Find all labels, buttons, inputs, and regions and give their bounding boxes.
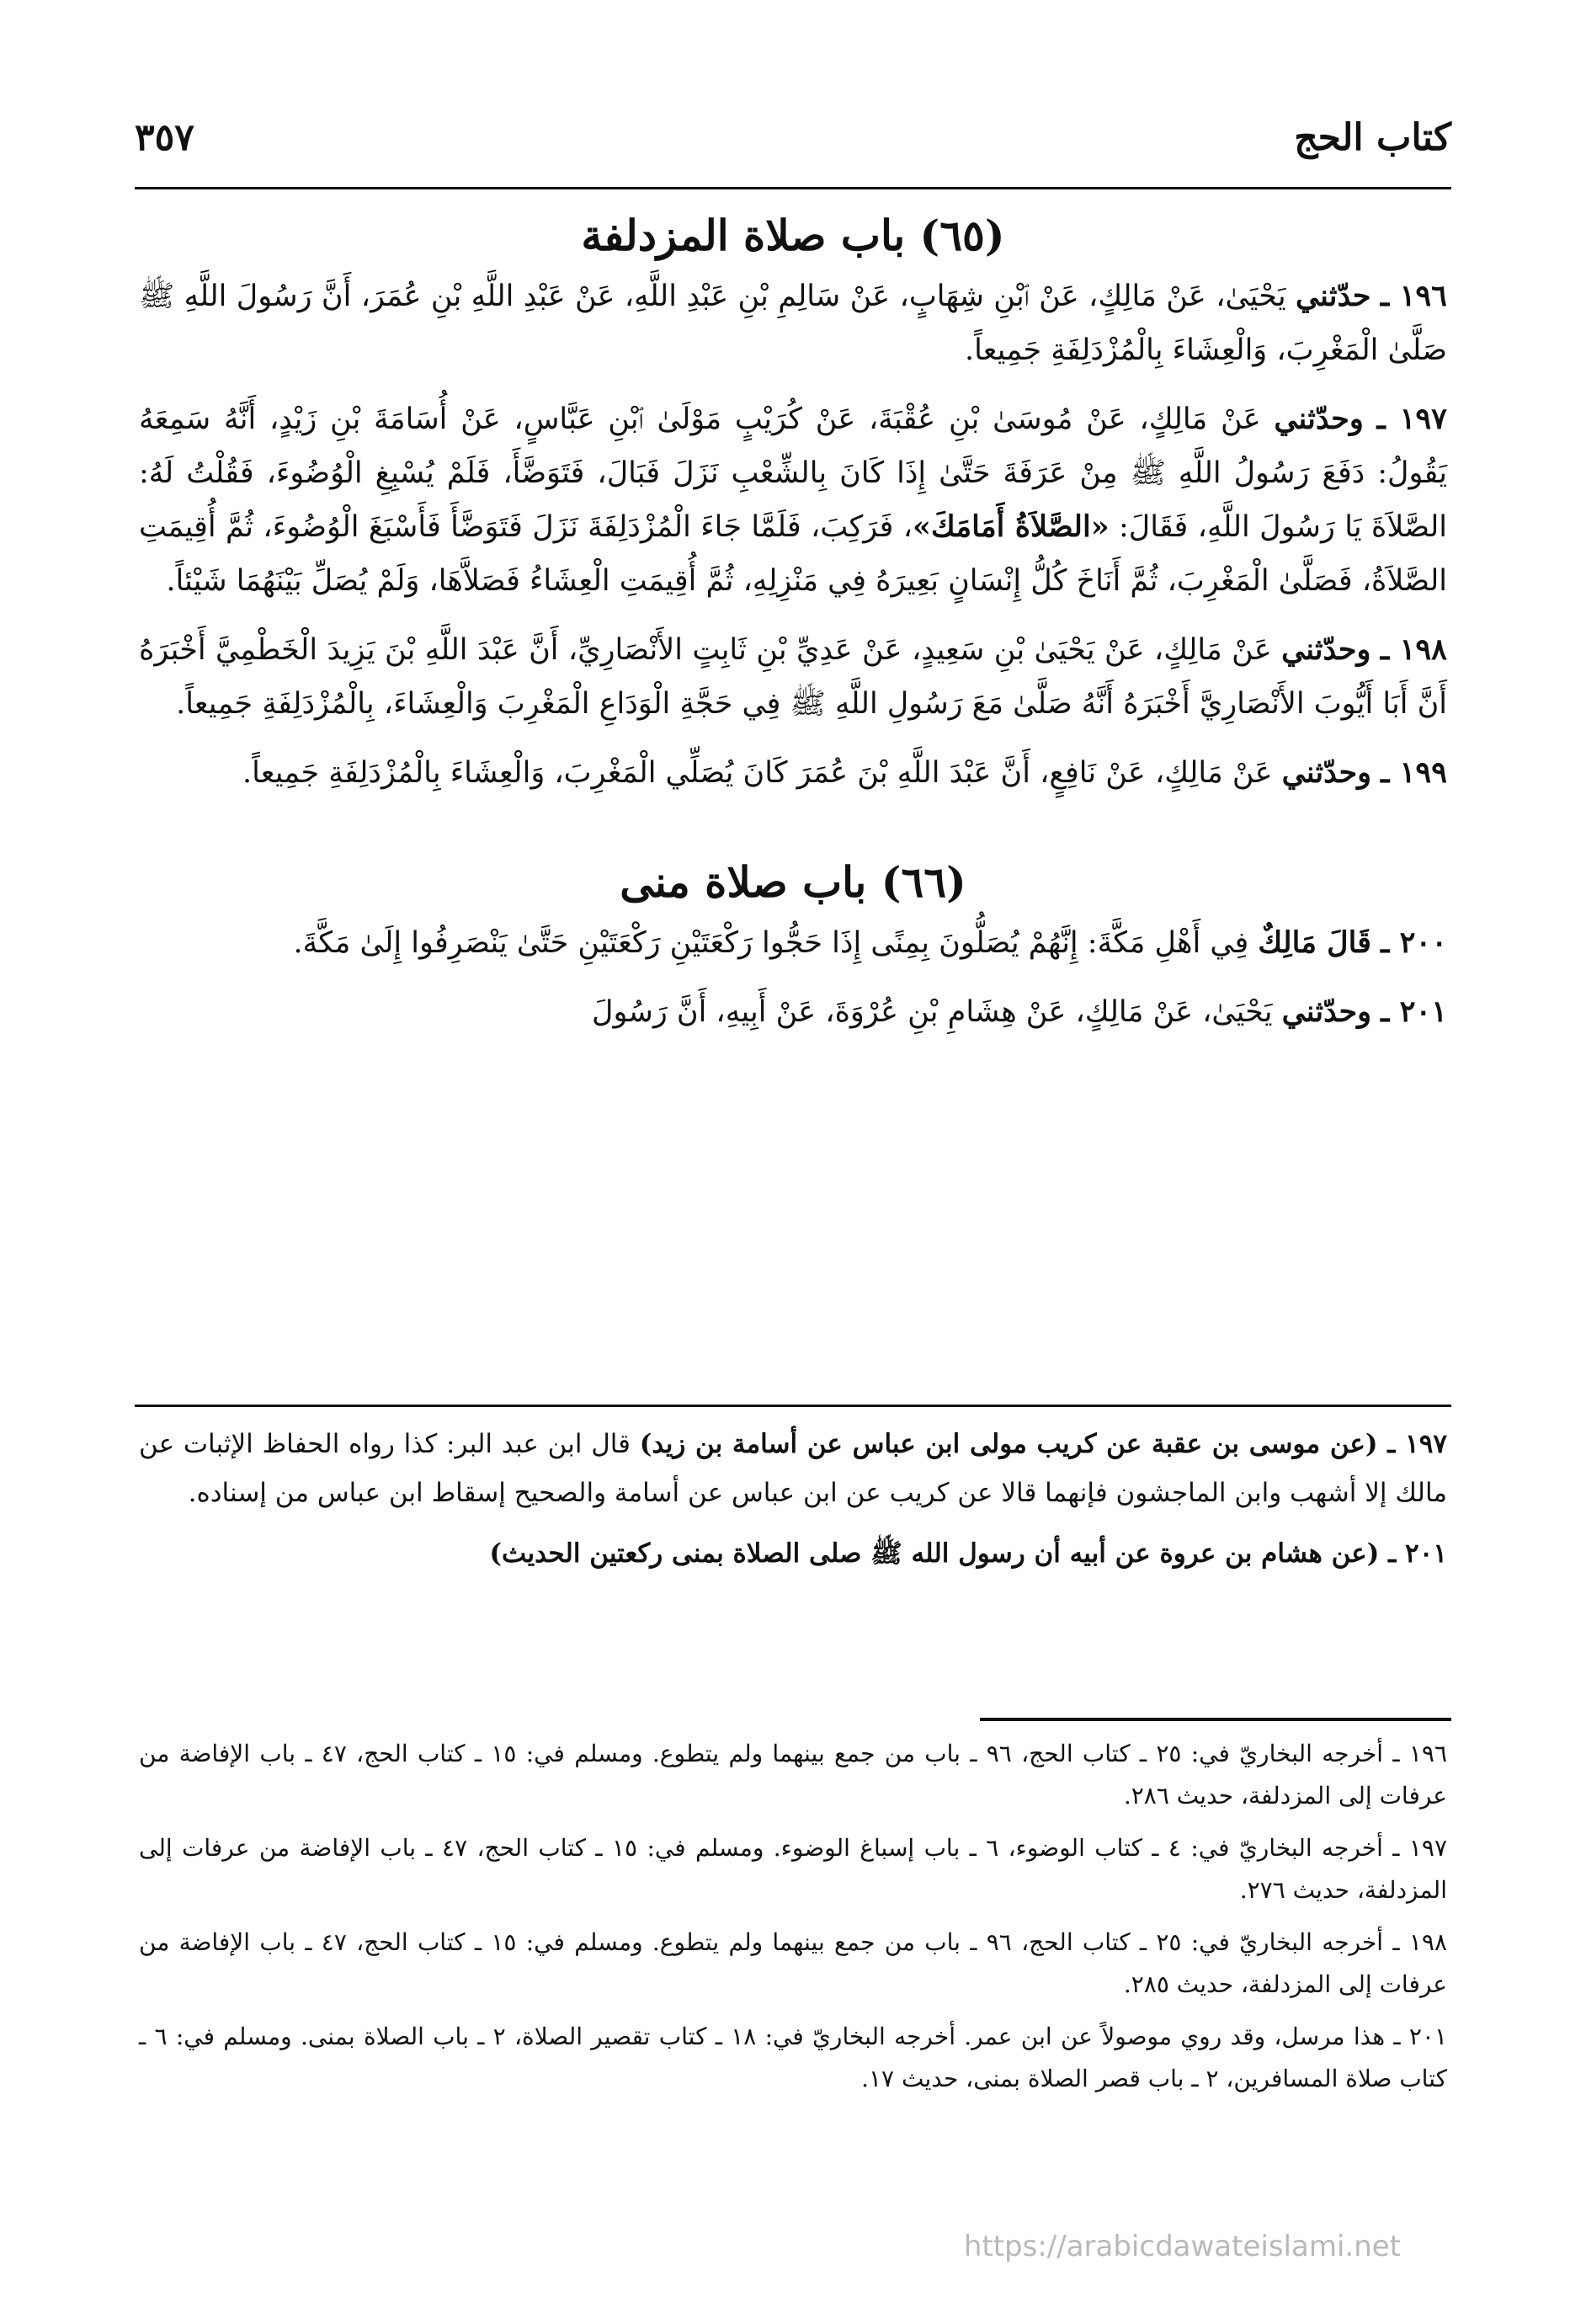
hadith-number: ١٩٦ ـ: [1380, 279, 1447, 313]
note-201: [139, 1529, 1447, 1578]
book-title: كتاب الحج: [1294, 116, 1451, 159]
hadith-lead: وحدّثني: [1281, 632, 1371, 667]
main-text: [139, 202, 1447, 1054]
footnotes: [139, 1733, 1447, 2110]
note-heading: ٢٠١ ـ (عن هشام بن عروة عن أبيه أن رسول الله ﷺ صلى الصلاة بمنى ركعتين الحديث): [489, 1538, 1447, 1569]
hadith-number: ٢٠١ ـ: [1381, 994, 1447, 1029]
commentary-notes: [139, 1420, 1447, 1590]
hadith-199: [139, 746, 1447, 800]
section-gap: [139, 815, 1447, 849]
hadith-number: ١٩٧ ـ: [1376, 402, 1447, 436]
hadith-text: فِي أَهْلِ مَكَّةَ: إِنَّهُمْ يُصَلُّونَ بِمِنًى إِذَا حَجُّوا رَكْعَتَيْنِ رَكْعَتَيْنِ حَتَّىٰ يَنْصَرِفُوا إِلَىٰ مَكَّةَ.: [293, 926, 1249, 960]
footnote-rule: [980, 1718, 1451, 1721]
hadith-quote: «الصَّلاَةُ أَمَامَكَ»: [913, 509, 1110, 544]
hadith-lead: حدّثني: [1295, 279, 1371, 313]
header-rule: [135, 187, 1451, 189]
hadith-196: [139, 269, 1447, 377]
footnote-197: ١٩٧ ـ أخرجه البخاريّ في: ٤ ـ كتاب الوضوء، ٦ ـ باب إسباغ الوضوء. ومسلم في: ١٥ ـ كتاب الحج، ٤٧ ـ باب الإفاضة من عرفات إلى المزدلفة، حديث ٢٧٦.: [139, 1834, 1447, 1904]
hadith-201: [139, 985, 1447, 1039]
hadith-lead: وحدّثني: [1281, 994, 1371, 1029]
footnote-198: ١٩٨ ـ أخرجه البخاريّ في: ٢٥ ـ كتاب الحج، ٩٦ ـ باب من جمع بينهما ولم يتطوع. ومسلم في: ١٥ ـ كتاب الحج، ٤٧ ـ باب الإفاضة من عرفات إلى المزدلفة، حديث ٢٨٥.: [139, 1928, 1447, 1998]
hadith-number: ٢٠٠ ـ: [1381, 925, 1447, 960]
watermark-url: https://arabicdawateislami.net: [963, 2230, 1401, 2263]
hadith-200: [139, 916, 1447, 970]
notes-rule: [135, 1405, 1451, 1407]
hadith-text: عَنْ مَالِكٍ، عَنْ نَافِعٍ، أَنَّ عَبْدَ اللَّهِ بْنَ عُمَرَ كَانَ يُصَلِّي الْمَغْرِبَ، وَالْعِشَاءَ بِالْمُزْدَلِفَةِ جَمِيعاً.: [242, 756, 1273, 790]
hadith-number: ١٩٩ ـ: [1381, 755, 1447, 790]
footnote-201: ٢٠١ ـ هذا مرسل، وقد روي موصولاً عن ابن عمر. أخرجه البخاريّ في: ١٨ ـ كتاب تقصير الصلاة، ٢ ـ باب الصلاة بمنى. ومسلم في: ٦ ـ كتاب صلاة المسافرين، ٢ ـ باب قصر الصلاة بمنى، حديث ١٧.: [139, 2023, 1447, 2092]
hadith-lead: وحدّثني: [1274, 402, 1364, 436]
page-number: ٣٥٧: [135, 116, 194, 159]
chapter-title-66: (٦٦) باب صلاة منى: [620, 857, 966, 907]
note-text: قال ابن عبد البر: كذا رواه الحفاظ الإثبات عن مالك إلا أشهب وابن الماجشون فإنهما قالا عن كريب عن ابن عباس عن أسامة والصحيح إسقاط ابن عباس من إسناده.: [139, 1429, 1447, 1508]
hadith-text: عَنْ مَالِكٍ، عَنْ مُوسَىٰ بْنِ عُقْبَةَ، عَنْ كُرَيْبٍ مَوْلَىٰ ٱبْنِ عَبَّاسٍ، عَنْ أُسَامَةَ بْنِ زَيْدٍ، أَنَّهُ سَمِعَهُ يَقُولُ: دَفَعَ رَسُولُ اللَّهِ ﷺ مِنْ عَرَفَةَ حَتَّىٰ إِذَا كَانَ بِالشِّعْبِ نَزَلَ فَبَالَ، فَتَوَضَّأَ، فَلَمْ يُسْبِغِ الْوُضُوءَ، فَقُلْتُ لَهُ: الصَّلاَةَ يَا رَسُولَ اللَّهِ، فَقَالَ:: [139, 402, 1447, 544]
hadith-text: ، فَرَكِبَ، فَلَمَّا جَاءَ الْمُزْدَلِفَةَ نَزَلَ فَتَوَضَّأَ فَأَسْبَغَ الْوُضُوءَ، ثُمَّ أُقِيمَتِ الصَّلاَةُ، فَصَلَّىٰ الْمَغْرِبَ، ثُمَّ أَنَاخَ كُلُّ إِنْسَانٍ بَعِيرَهُ فِي مَنْزِلِهِ، ثُمَّ أُقِيمَتِ الْعِشَاءُ فَصَلاَّهَا، وَلَمْ يُصَلِّ بَيْنَهُمَا شَيْئاً.: [139, 510, 1447, 598]
hadith-text: عَنْ مَالِكٍ، عَنْ يَحْيَىٰ بْنِ سَعِيدٍ، عَنْ عَدِيِّ بْنِ ثَابِتٍ الأَنْصَارِيِّ، أَنَّ عَبْدَ اللَّهِ بْنَ يَزِيدَ الْخَطْمِيَّ أَخْبَرَهُ أَنَّ أَبَا أَيُّوبَ الأَنْصَارِيَّ أَخْبَرَهُ أَنَّهُ صَلَّىٰ مَعَ رَسُولِ اللَّهِ ﷺ فِي حَجَّةِ الْوَدَاعِ الْمَغْرِبَ وَالْعِشَاءَ، بِالْمُزْدَلِفَةِ جَمِيعاً.: [139, 633, 1447, 721]
hadith-text: يَحْيَىٰ، عَنْ مَالِكٍ، عَنْ ٱبْنِ شِهَابٍ، عَنْ سَالِمِ بْنِ عَبْدِ اللَّهِ، عَنْ عَبْدِ اللَّهِ بْنِ عُمَرَ، أَنَّ رَسُولَ اللَّهِ ﷺ صَلَّىٰ الْمَغْرِبَ، وَالْعِشَاءَ بِالْمُزْدَلِفَةِ جَمِيعاً.: [139, 280, 1447, 367]
note-heading: ١٩٧ ـ (عن موسى بن عقبة عن كريب مولى ابن عباس عن أسامة بن زيد): [639, 1429, 1447, 1459]
hadith-text: يَحْيَىٰ، عَنْ مَالِكٍ، عَنْ هِشَامِ بْنِ عُرْوَةَ، عَنْ أَبِيهِ، أَنَّ رَسُولَ: [592, 995, 1273, 1029]
note-197: [139, 1420, 1447, 1517]
footnote-196: ١٩٦ ـ أخرجه البخاريّ في: ٢٥ ـ كتاب الحج، ٩٦ ـ باب من جمع بينهما ولم يتطوع. ومسلم في: ١٥ ـ كتاب الحج، ٤٧ ـ باب الإفاضة من عرفات إلى المزدلفة، حديث ٢٨٦.: [139, 1740, 1447, 1810]
hadith-lead: قَالَ مَالِكٌ: [1258, 925, 1371, 960]
hadith-197: [139, 392, 1447, 608]
hadith-number: ١٩٨ ـ: [1380, 632, 1447, 667]
hadith-lead: وحدّثني: [1281, 755, 1371, 790]
running-head: [135, 101, 1451, 185]
chapter-title-65: (٦٥) باب صلاة المزدلفة: [581, 211, 1005, 260]
hadith-198: [139, 623, 1447, 731]
